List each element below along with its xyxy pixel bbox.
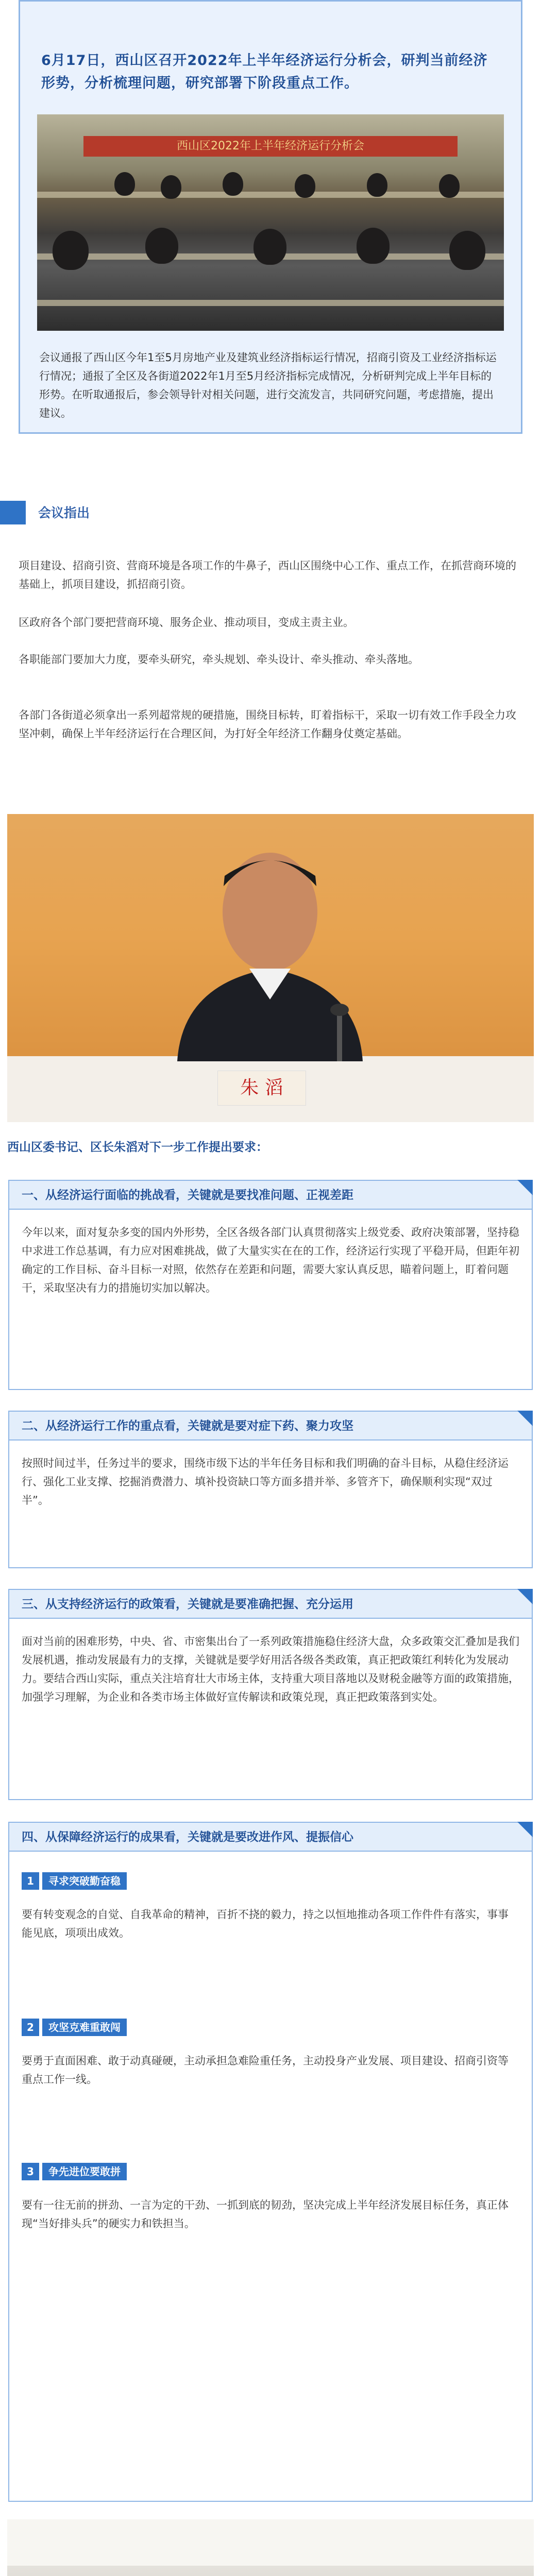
photo-person xyxy=(223,172,243,196)
speaker-photo xyxy=(7,814,534,1122)
requirement-box-text: 面对当前的困难形势，中央、省、市密集出台了一系列政策措施稳住经济大盘，众多政策交汇叠加是我们发展机遇，推动发展最有力的支撑，关键就是要学好用活各级各类政策，真正把政策红利转化为发展动力。要结合西山实际，重点关注培育壮大市场主体，支持重大项目落地以及财税金融等方面的政策措施，加强学习理解，为企业和各类市场主体做好宣传解读和政策兑现，真正把政策落到实处。 xyxy=(22,1635,519,1703)
requirement-box-title: 一、从经济运行面临的挑战看，关键就是要找准问题、正视差距 xyxy=(9,1181,532,1210)
item-label: 争先进位要敢拼 xyxy=(42,2163,127,2180)
requirements-title: 西山区委书记、区长朱滔对下一步工作提出要求： xyxy=(7,1141,268,1154)
photo-person xyxy=(253,229,286,265)
requirement-box-text: 按照时间过半，任务过半的要求，围绕市级下达的半年任务目标和我们明确的奋斗目标，从稳住经济运行、强化工业支撑、挖掘消费潜力、填补投资缺口等方面多措并举、多管齐下，确保顺利实现“双过半”。 xyxy=(22,1457,509,1506)
requirement-box-title: 二、从经济运行工作的重点看，关键就是要对症下药、聚力攻坚 xyxy=(9,1412,532,1440)
photo-person xyxy=(145,228,178,264)
meeting-room-illustration xyxy=(7,2519,534,2576)
requirement-box-title: 四、从保障经济运行的成果看，关键就是要改进作风、提振信心 xyxy=(9,1823,532,1852)
requirement-box-1 xyxy=(8,1180,533,1390)
item-text: 要有一往无前的拼劲、一言为定的干劲、一抓到底的韧劲，坚决完成上半年经济发展目标任务，真正体现“当好排头兵”的硬实力和铁担当。 xyxy=(22,2199,509,2230)
meeting-photo xyxy=(37,114,504,331)
sub-item-2 xyxy=(22,2019,516,2089)
requirement-box-2 xyxy=(8,1411,533,1568)
paragraph: 项目建设、招商引资、营商环境是各项工作的牛鼻子，西山区围绕中心工作、重点工作，在抓营商环境的基础上，抓项目建设，抓招商引资。 xyxy=(19,560,516,590)
paragraph: 各部门各街道必须拿出一系列超常规的硬措施，围绕目标转，盯着指标干，采取一切有效工作手段全力攻坚冲刺，确保上半年经济运行在合理区间，为打好全年经济工作翻身仗奠定基础。 xyxy=(19,709,516,740)
sub-item-1 xyxy=(22,1872,516,1942)
item-number: 1 xyxy=(22,1872,39,1890)
meeting-banner: 西山区2022年上半年经济运行分析会 xyxy=(83,136,458,157)
photo-table xyxy=(37,300,504,306)
photo-person xyxy=(439,174,460,198)
requirement-box-text: 今年以来，面对复杂多变的国内外形势，全区各级各部门认真贯彻落实上级党委、政府决策部署，坚持稳中求进工作总基调，有力应对困难挑战，做了大量实实在在的工作，经济运行实现了平稳开局，但距年初确定的工作目标、奋斗目标一对照，依然存在差距和问题，需要大家认真反思，瞄着问题上，盯着问题干，采取坚决有力的措施切实加以解决。 xyxy=(22,1226,519,1294)
item-text: 要有转变观念的自觉、自我革命的精神，百折不挠的毅力，持之以恒地推动各项工作件件有落实，事事能见底，项项出成效。 xyxy=(22,1908,509,1939)
photo-person xyxy=(367,173,387,197)
paragraph: 区政府各个部门要把营商环境、服务企业、推动项目，变成主责主业。 xyxy=(19,616,354,629)
intro-summary: 会议通报了西山区今年1至5月房地产业及建筑业经济指标运行情况，招商引资及工业经济指标运行情况；通报了全区及各街道2022年1月至5月经济指标完成情况，分析研判完成上半年目标的形势。在听取通报后，参会领导针对相关问题，进行交流发言，共同研究问题，考虑措施，提出建议。 xyxy=(39,351,497,419)
photo-person xyxy=(357,228,390,264)
sub-item-3 xyxy=(22,2163,516,2233)
item-number: 3 xyxy=(22,2163,39,2180)
photo-person xyxy=(295,174,315,198)
intro-lead-text: 6月17日，西山区召开2022年上半年经济运行分析会，研判当前经济形势，分析梳理问题，研究部署下阶段重点工作。 xyxy=(41,53,488,91)
item-label: 攻坚克难重敢闯 xyxy=(42,2019,127,2036)
photo-person xyxy=(114,172,135,196)
photo-person xyxy=(53,231,89,270)
section-title: 会议指出 xyxy=(38,505,90,520)
nameplate: 朱 滔 xyxy=(217,1071,306,1106)
photo-table xyxy=(37,192,504,198)
photo-person xyxy=(161,175,181,199)
item-number: 2 xyxy=(22,2019,39,2036)
requirement-box-title: 三、从支持经济运行的政策看，关键就是要准确把握、充分运用 xyxy=(9,1590,532,1619)
paragraph: 各职能部门要加大力度，要牵头研究，牵头规划、牵头设计、牵头推动、牵头落地。 xyxy=(19,653,419,666)
item-text: 要勇于直面困难、敢于动真碰硬，主动承担急难险重任务，主动投身产业发展、项目建设、招商引资等重点工作一线。 xyxy=(22,2055,509,2086)
photo-person xyxy=(449,231,485,270)
meeting-room-photo xyxy=(7,2519,534,2576)
item-label: 寻求突破勤奋稳 xyxy=(42,1872,127,1890)
requirement-box-3 xyxy=(8,1589,533,1800)
section-marker xyxy=(0,501,26,524)
requirement-box-4 xyxy=(8,1822,533,2502)
